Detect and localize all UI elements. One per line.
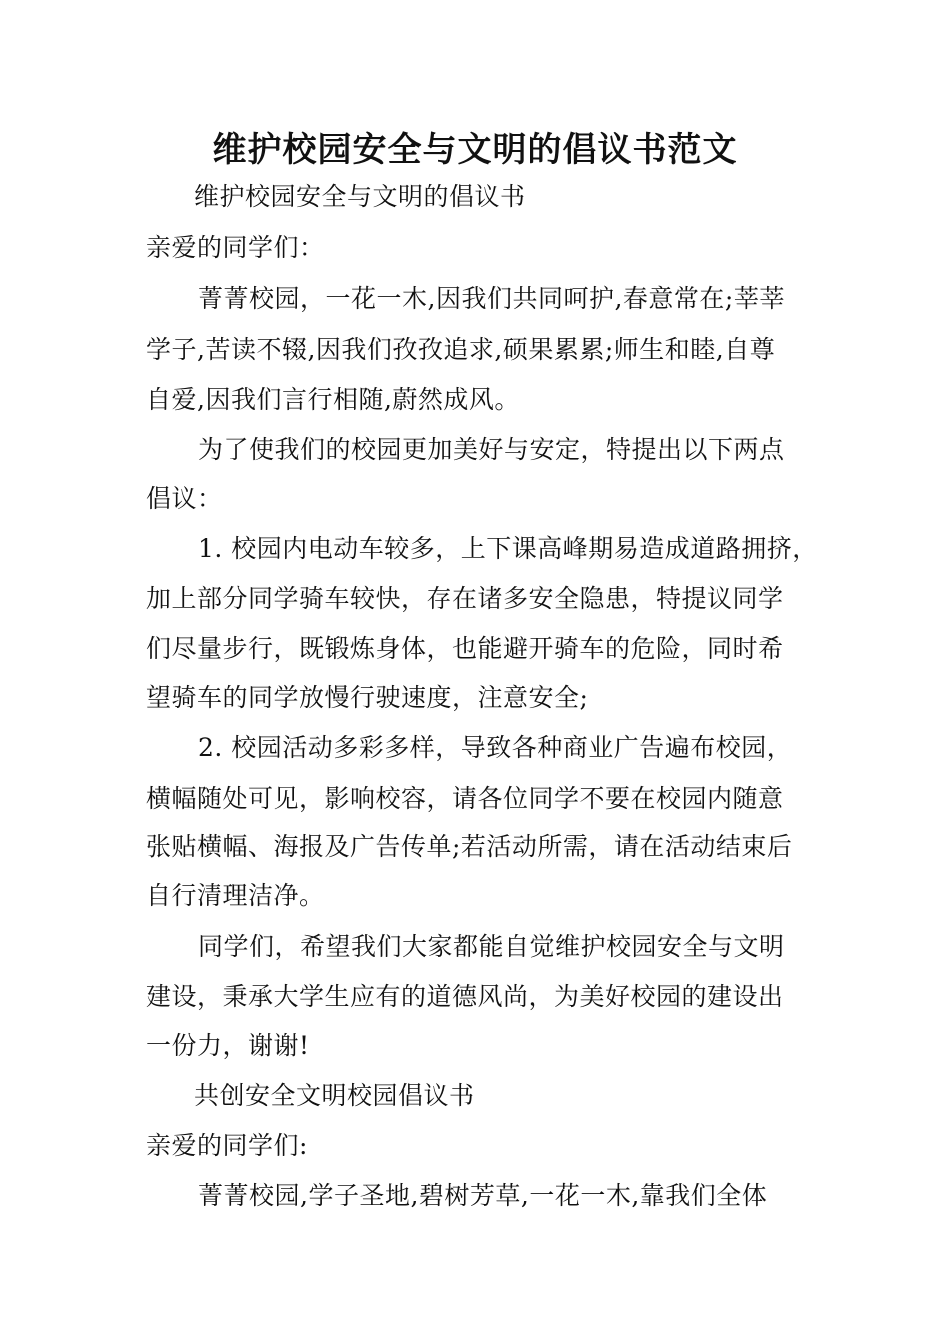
- paragraph-line: 为了使我们的校园更加美好与安定，特提出以下两点: [198, 435, 785, 464]
- list-item-line: 1. 校园内电动车较多，上下课高峰期易造成道路拥挤，: [198, 534, 818, 563]
- salutation-line: 亲爱的同学们：: [146, 233, 325, 262]
- subtitle-line: 共创安全文明校园倡议书: [194, 1081, 475, 1110]
- list-item-line: 们尽量步行，既锻炼身体，也能避开骑车的危险，同时希: [146, 634, 784, 663]
- paragraph-line: 菁菁校园,学子圣地,碧树芳草,一花一木,靠我们全体: [198, 1181, 768, 1210]
- list-item-line: 横幅随处可见，影响校容，请各位同学不要在校园内随意: [146, 784, 784, 813]
- paragraph-line: 倡议：: [146, 484, 223, 513]
- list-item-line: 望骑车的同学放慢行驶速度，注意安全;: [146, 683, 589, 712]
- paragraph-line: 自爱,因我们言行相随,蔚然成风。: [146, 385, 520, 414]
- document-title: 维护校园安全与文明的倡议书范文: [212, 130, 738, 170]
- list-item-line: 自行清理洁净。: [146, 881, 325, 910]
- list-item-line: 加上部分同学骑车较快，存在诸多安全隐患，特提议同学: [146, 584, 784, 613]
- paragraph-line: 学子,苦读不辍,因我们孜孜追求,硕果累累;师生和睦,自尊: [146, 335, 776, 364]
- salutation-line: 亲爱的同学们:: [146, 1131, 308, 1160]
- paragraph-line: 一份力，谢谢!: [146, 1031, 310, 1060]
- paragraph-line: 菁菁校园，一花一木,因我们共同呵护,春意常在;莘莘: [198, 284, 785, 313]
- list-item-line: 2. 校园活动多彩多样，导致各种商业广告遍布校园，: [198, 733, 793, 762]
- paragraph-line: 建设，秉承大学生应有的道德风尚，为美好校园的建设出: [146, 982, 784, 1011]
- paragraph-line: 同学们，希望我们大家都能自觉维护校园安全与文明: [198, 932, 785, 961]
- list-item-line: 张贴横幅、海报及广告传单;若活动所需，请在活动结束后: [146, 832, 793, 861]
- subtitle-line: 维护校园安全与文明的倡议书: [194, 182, 526, 211]
